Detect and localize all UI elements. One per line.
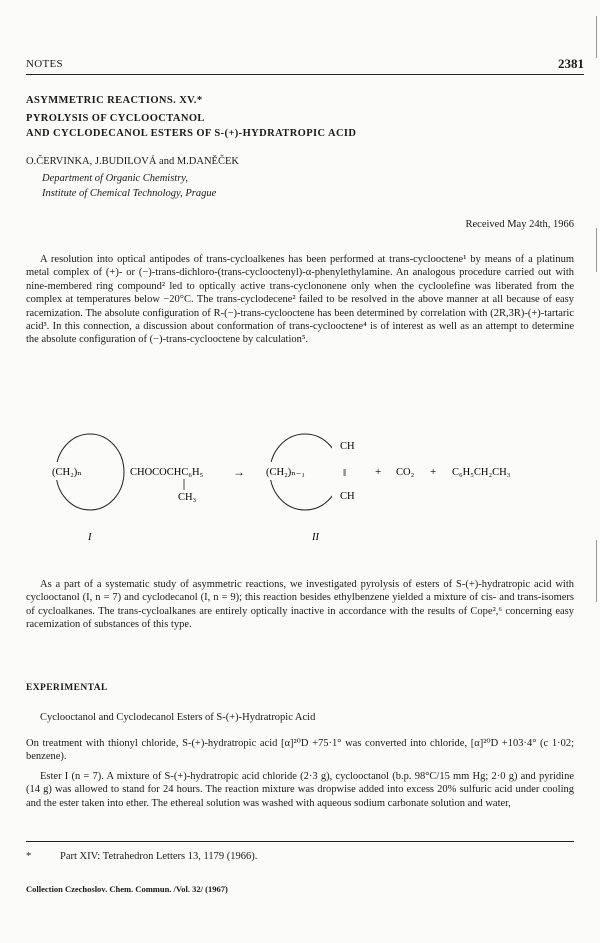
authors: O.ČERVINKA, J.BUDILOVÁ and M.DANĚČEK [26,156,239,167]
footnote-text: Part XIV: Tetrahedron Letters 13, 1179 (1966). [60,851,258,862]
experimental-paragraph-1: On treatment with thionyl chloride, S-(+)-hydratropic acid [α]²⁰D +75·1° was converted into chloride, [α]²⁰D +103·4° (c 1·02; benzene). [26,738,574,763]
footnote [26,850,574,864]
scheme-double-bond: ‖ [343,467,347,479]
reaction-arrow: → [233,465,245,479]
header-page-number: 2381 [558,56,584,71]
journal-citation: Collection Czechoslov. Chem. Commun. /Vol. 32/ (1967) [26,884,228,894]
intro-paragraph: A resolution into optical antipodes of trans-cycloalkenes has been performed at trans-cyclooctene¹ by means of a platinum metal complex of (+)- or (−)-trans-dichloro-(trans-cyclooctenyl)-α-phenylethylamine. An analogous procedure carried out with nine-membered ring compound² led to optically active trans-cyclononene only when the cycloolefine was liberated from the complex at temperatures below −20°C. The trans-cyclodecene² failed to be resolved in the above manner at all because of easy racemization. The absolute configuration of R-(−)-trans-cyclooctene has been determined by correlation with (2R,3R)-(+)-tartaric acid³. In this connection, a discussion about conformation of trans-cyclooctene⁴ is of interest as well as an attempt to determine the absolute configuration of (−)-trans-cyclooctene by calculation⁵. [26,254,574,346]
experimental-heading: EXPERIMENTAL [26,683,108,693]
affiliation-line-1: Department of Organic Chemistry, [42,173,189,184]
header-rule [26,74,584,75]
scan-edge-mark-1 [596,16,597,58]
compound-label-2: II [312,532,319,543]
affiliation-line-2: Institute of Chemical Technology, Prague [42,188,217,199]
experimental-paragraph-2: Ester I (n = 7). A mixture of S-(+)-hydratropic acid chloride (2·3 g), cyclooctanol (b.p. 98°C/15 mm Hg; 2·0 g) and pyridine (14 g) was allowed to stand for 24 hours. The reaction mixture was dropwise added into excess 20% sulfuric acid under cooling and the ester taken into ether. The ethereal solution was washed with aqueous sodium carbonate solution and water, [26,771,574,809]
scheme-methyl: CH₃ [178,492,197,503]
scheme-ester-group: CHOCOCHC₆H₅ [130,467,204,478]
scan-edge-mark-2 [596,228,597,272]
running-header [26,56,584,72]
received-date: Received May 24th, 1966 [465,219,574,230]
scheme-plus-2: + [430,466,437,478]
title-line-1: PYROLYSIS OF CYCLOOCTANOL [26,113,205,124]
scheme-ring-1-label: (CH₂)ₙ [52,467,82,478]
reaction-scheme [50,432,550,550]
scheme-ch-top: CH [340,441,355,452]
header-section: NOTES [26,58,63,70]
title-line-2: AND CYCLODECANOL ESTERS OF S-(+)-HYDRATROPIC ACID [26,128,357,139]
footnote-mark: * [26,851,32,862]
compound-label-1: I [88,532,92,543]
scheme-plus-1: + [375,466,382,478]
footnote-rule [26,841,574,842]
experimental-subheading: Cyclooctanol and Cyclodecanol Esters of S-(+)-Hydratropic Acid [40,712,316,723]
scan-edge-mark-3 [596,540,597,602]
scheme-ring-2-label: (CH₂)ₙ₋₁ [266,467,305,478]
scheme-ch-bottom: CH [340,491,355,502]
discussion-paragraph: As a part of a systematic study of asymmetric reactions, we investigated pyrolysis of esters of S-(+)-hydratropic acid with cyclooctanol (I, n = 7) and cyclodecanol (I, n = 9); this reaction besides ethylbenzene yielded a mixture of cis- and trans-isomers of cycloalkanes. The trans-cycloalkanes are entirely optically inactive in accordance with the results of Cope²,⁶ concerning easy racemization of substances of this type. [26,579,574,631]
scheme-co2: CO₂ [396,467,415,478]
scheme-ethylbenzene: C₆H₅CH₂CH₃ [452,467,511,478]
series-title: ASYMMETRIC REACTIONS. XV.* [26,95,203,106]
